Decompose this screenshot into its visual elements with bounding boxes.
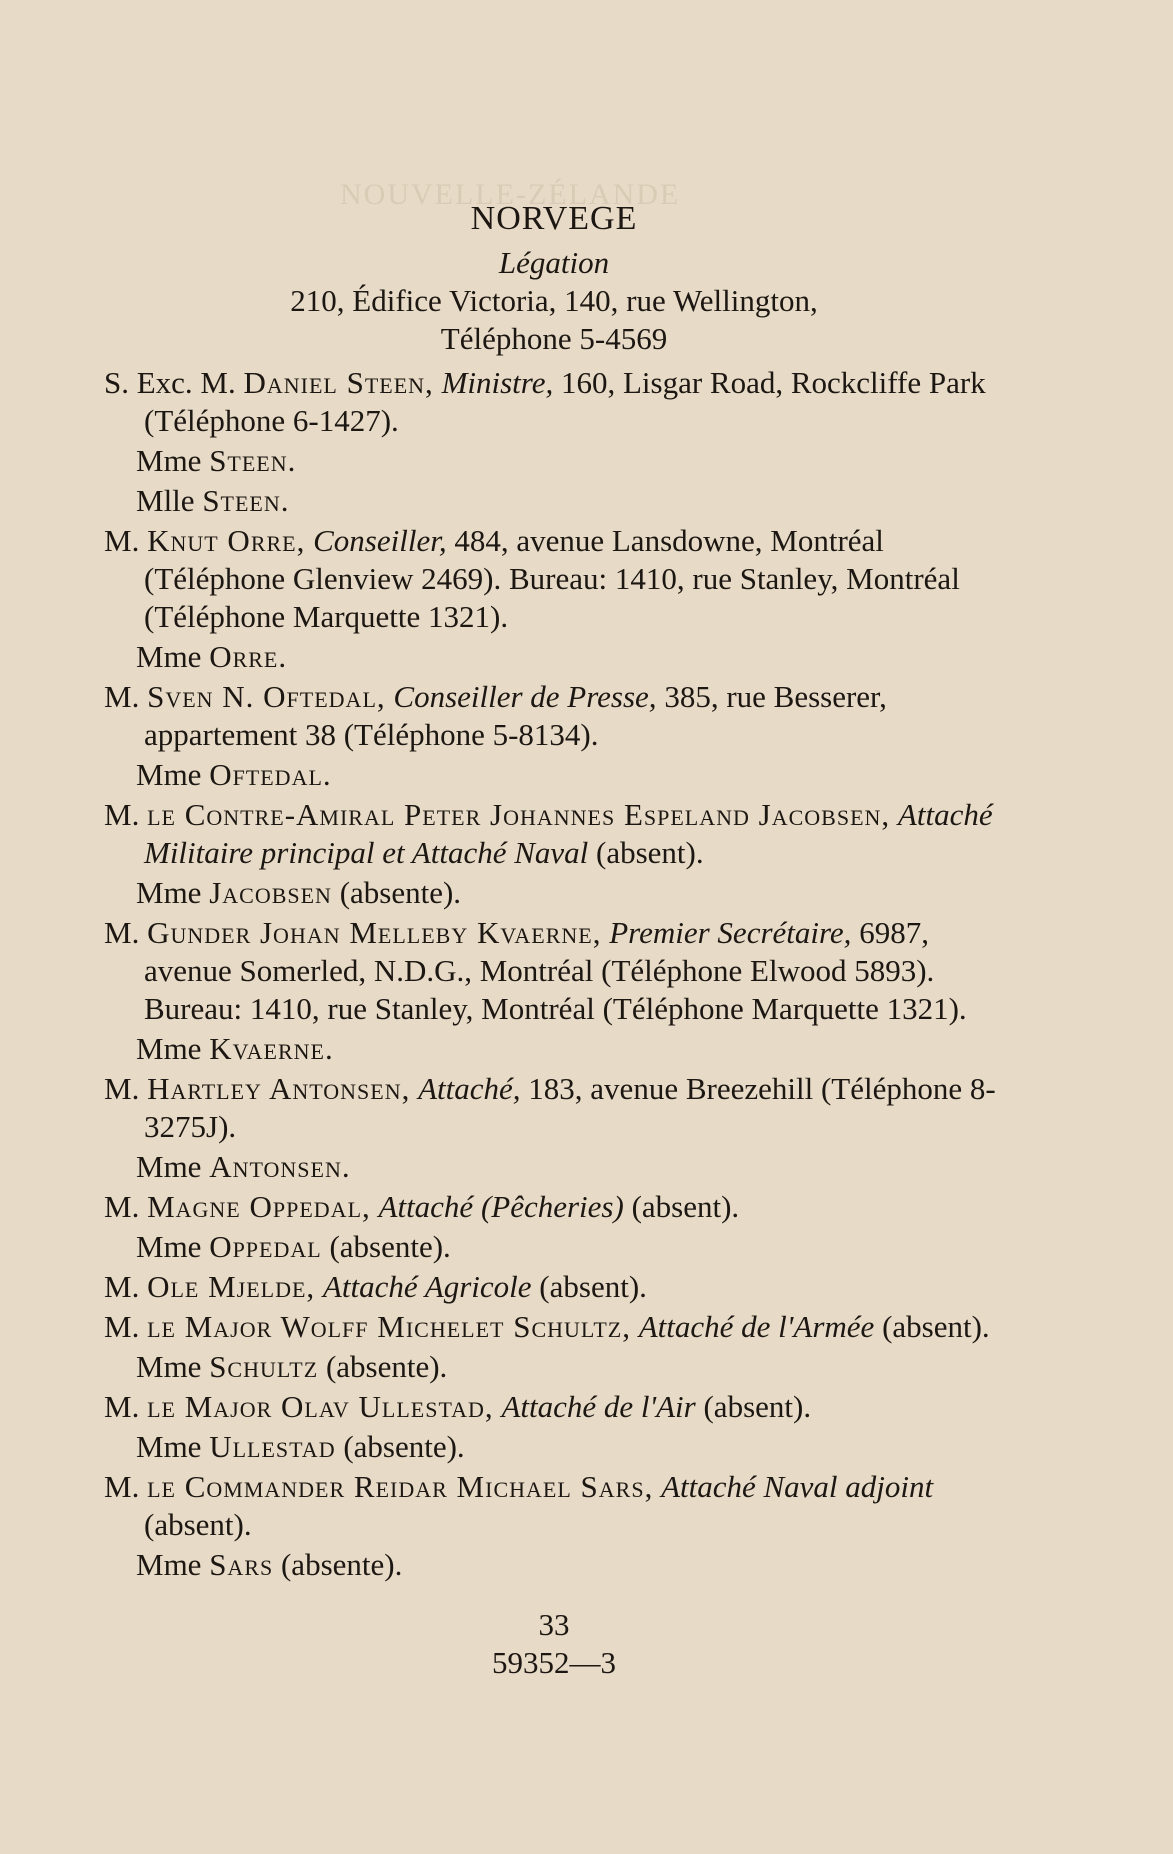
- entry-name: Knut Orre,: [147, 523, 306, 558]
- country-heading: NORVEGE: [470, 200, 638, 237]
- page-content: [104, 200, 1004, 1682]
- entry-prefix: M.: [104, 679, 140, 714]
- entry-prefix: Mme: [136, 1429, 202, 1464]
- entry-name: Ole Mjelde,: [147, 1269, 316, 1304]
- spouse-entry: [104, 756, 1004, 794]
- legation-address: 210, Édifice Victoria, 140, rue Wellington,: [290, 283, 818, 318]
- entry-details: (absent).: [703, 1389, 812, 1424]
- page-number: 33: [538, 1607, 570, 1642]
- entry-title: Attaché (Pêcheries): [378, 1189, 624, 1224]
- entry-details: 183, avenue Breezehill (Téléphone 8-3275J).: [144, 1071, 996, 1144]
- entry-name: Steen.: [209, 443, 297, 478]
- entry-prefix: Mme: [136, 1031, 202, 1066]
- entry-name: le Commander Reidar Michael Sars,: [147, 1469, 654, 1504]
- entry-name: Antonsen.: [209, 1149, 351, 1184]
- entry-title: Attaché Agricole: [322, 1269, 532, 1304]
- entry-name: Ullestad: [209, 1429, 336, 1464]
- entry-prefix: M.: [104, 1189, 140, 1224]
- entry-name: Oftedal.: [209, 757, 332, 792]
- entry-details: (absent).: [144, 1507, 252, 1542]
- entry-title: Attaché de l'Armée: [638, 1309, 875, 1344]
- staff-entry: [104, 914, 1004, 1028]
- entry-name: Steen.: [202, 483, 290, 518]
- entry-title: Attaché Naval adjoint: [661, 1469, 934, 1504]
- entry-details: (absente).: [325, 1349, 448, 1384]
- spouse-entry: [104, 638, 1004, 676]
- entry-name: Kvaerne.: [209, 1031, 334, 1066]
- entry-name: le Major Olav Ullestad,: [147, 1389, 494, 1424]
- entry-prefix: Mme: [136, 639, 202, 674]
- entry-details: 6987, avenue Somerled, N.D.G., Montréal (Téléphone Elwood 5893). Bureau: 1410, rue Stanley, Montréal (Téléphone Marquette 1321).: [144, 915, 967, 1026]
- entry-prefix: Mme: [136, 757, 202, 792]
- entry-name: le Contre-Amiral Peter Johannes Espeland Jacobsen,: [147, 797, 891, 832]
- entry-prefix: M.: [104, 1269, 140, 1304]
- entry-title: Conseiller de Presse,: [393, 679, 657, 714]
- entry-details: (absente).: [339, 875, 462, 910]
- entry-name: Hartley Antonsen,: [147, 1071, 411, 1106]
- entry-prefix: S. Exc. M.: [104, 365, 236, 400]
- entry-title: Attaché de l'Air: [501, 1389, 696, 1424]
- entry-details: (absente).: [343, 1429, 465, 1464]
- entry-prefix: M.: [104, 523, 140, 558]
- entry-name: le Major Wolff Michelet Schultz,: [147, 1309, 631, 1344]
- entry-details: (absent).: [882, 1309, 990, 1344]
- spouse-entry: [104, 1148, 1004, 1186]
- staff-entry: [104, 1268, 1004, 1306]
- entry-details: (absente).: [280, 1547, 403, 1582]
- spouse-entry: [104, 482, 1004, 520]
- entry-details: (absent).: [596, 835, 704, 870]
- entry-prefix: Mme: [136, 1149, 202, 1184]
- entry-name: Gunder Johan Melleby Kvaerne,: [147, 915, 602, 950]
- staff-list: [104, 364, 1004, 1584]
- entry-prefix: Mme: [136, 875, 202, 910]
- staff-entry: [104, 1070, 1004, 1146]
- staff-entry: [104, 1468, 1004, 1544]
- entry-name: Sven N. Oftedal,: [147, 679, 386, 714]
- staff-entry: [104, 678, 1004, 754]
- entry-details: 160, Lisgar Road, Rockcliffe Park (Téléphone 6-1427).: [144, 365, 986, 438]
- entry-prefix: M.: [104, 1309, 140, 1344]
- entry-details: (absente).: [329, 1229, 451, 1264]
- staff-entry: [104, 364, 1004, 440]
- staff-entry: [104, 1388, 1004, 1426]
- entry-name: Orre.: [209, 639, 288, 674]
- staff-entry: [104, 522, 1004, 636]
- entry-prefix: Mme: [136, 1547, 202, 1582]
- entry-details: (absent).: [631, 1189, 740, 1224]
- spouse-entry: [104, 442, 1004, 480]
- entry-title: Ministre,: [441, 365, 554, 400]
- entry-name: Oppedal: [209, 1229, 322, 1264]
- staff-entry: [104, 796, 1004, 872]
- spouse-entry: [104, 1348, 1004, 1386]
- spouse-entry: [104, 1030, 1004, 1068]
- staff-entry: [104, 1188, 1004, 1226]
- entry-details: 484, avenue Lansdowne, Montréal (Téléphone Glenview 2469). Bureau: 1410, rue Stanley, Montréal (Téléphone Marquette 1321).: [144, 523, 960, 634]
- entry-name: Sars: [209, 1547, 274, 1582]
- entry-prefix: M.: [104, 797, 140, 832]
- entry-prefix: M.: [104, 915, 140, 950]
- print-code: 59352—3: [492, 1645, 616, 1680]
- entry-prefix: M.: [104, 1071, 140, 1106]
- spouse-entry: [104, 1546, 1004, 1584]
- entry-details: (absent).: [539, 1269, 647, 1304]
- entry-title: Attaché,: [418, 1071, 521, 1106]
- spouse-entry: [104, 1228, 1004, 1266]
- entry-name: Schultz: [209, 1349, 319, 1384]
- legation-phone: Téléphone 5-4569: [440, 321, 668, 356]
- spouse-entry: [104, 1428, 1004, 1466]
- entry-name: Jacobsen: [209, 875, 332, 910]
- bleed-through-heading: NOUVELLE-ZÉLANDE: [340, 178, 681, 211]
- legation-subtitle: Légation: [498, 245, 610, 280]
- spouse-entry: [104, 874, 1004, 912]
- entry-prefix: Mlle: [136, 483, 195, 518]
- entry-details: 385, rue Besserer, appartement 38 (Téléphone 5-8134).: [144, 679, 887, 752]
- entry-title: Attaché Militaire principal et Attaché Naval: [144, 797, 993, 870]
- entry-prefix: Mme: [136, 1229, 202, 1264]
- entry-prefix: M.: [104, 1469, 140, 1504]
- entry-name: Magne Oppedal,: [147, 1189, 371, 1224]
- entry-title: Premier Secrétaire,: [609, 915, 852, 950]
- staff-entry: [104, 1308, 1004, 1346]
- entry-name: Daniel Steen,: [243, 365, 434, 400]
- entry-title: Conseiller,: [313, 523, 447, 558]
- entry-prefix: M.: [104, 1389, 140, 1424]
- entry-prefix: Mme: [136, 1349, 202, 1384]
- entry-prefix: Mme: [136, 443, 202, 478]
